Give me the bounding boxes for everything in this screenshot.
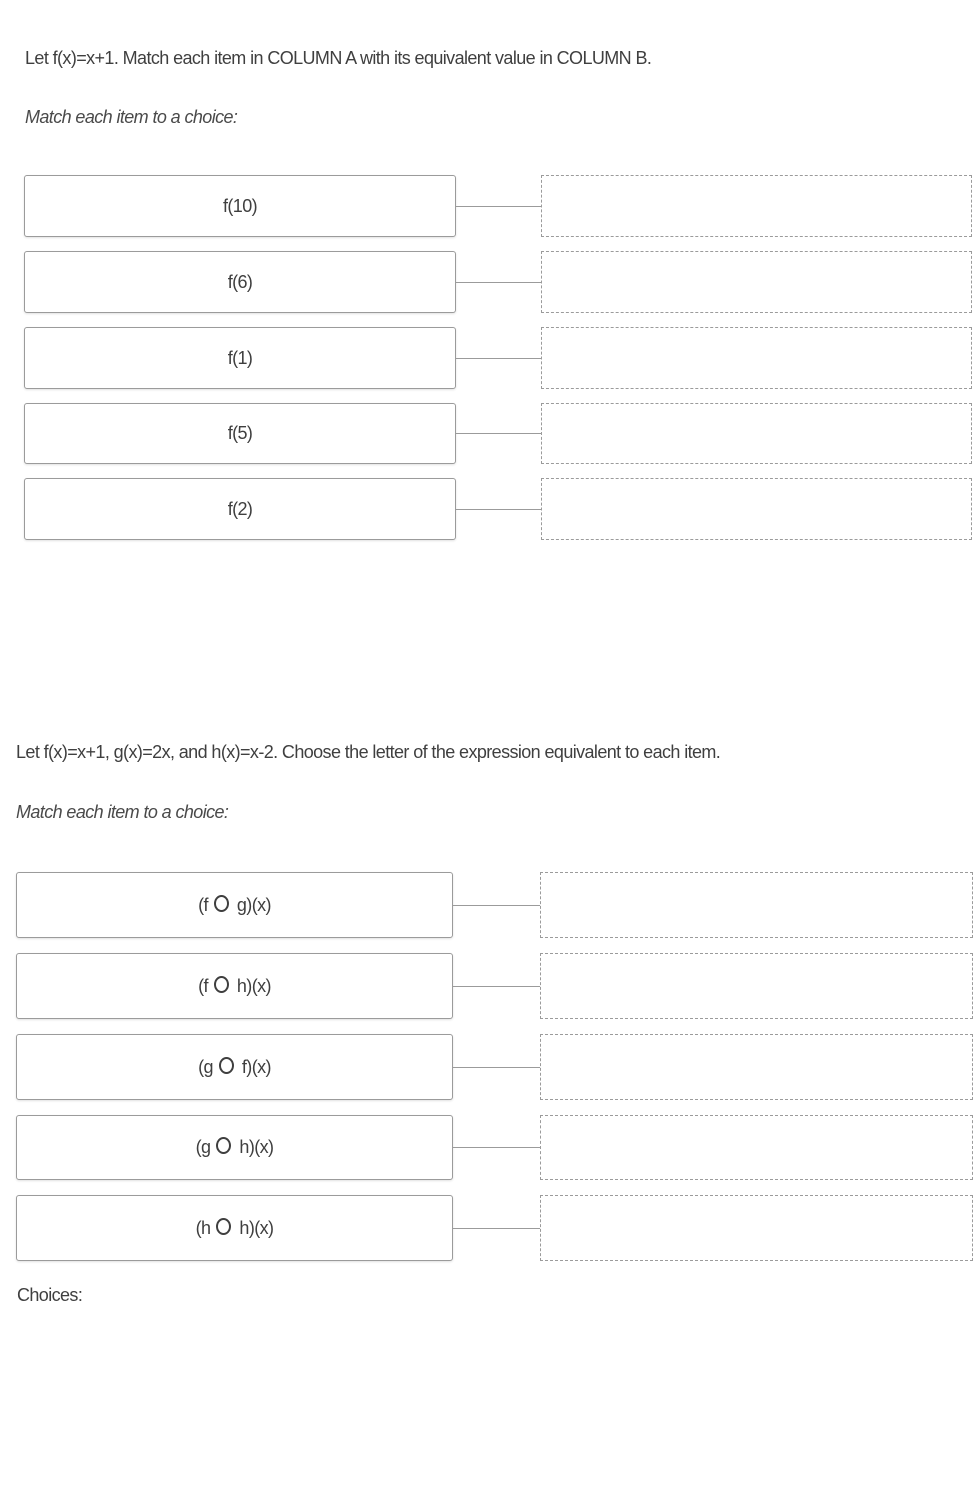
match-row — [0, 478, 975, 540]
match-prompt[interactable] — [24, 327, 456, 389]
match-prompt-label — [196, 1137, 274, 1158]
connector-line — [456, 358, 541, 359]
match-row — [0, 1115, 975, 1180]
answer-drop-zone[interactable] — [541, 175, 972, 237]
match-prompt-label: f(5) — [227, 423, 253, 443]
match-row — [0, 953, 975, 1019]
answer-drop-zone[interactable] — [540, 872, 973, 938]
answer-drop-zone[interactable] — [541, 251, 972, 313]
match-prompt[interactable] — [16, 1034, 453, 1100]
match-row — [0, 175, 975, 237]
match-prompt[interactable] — [24, 175, 456, 237]
function-right: f)(x) — [241, 1056, 271, 1077]
connector-line — [456, 206, 541, 207]
match-row — [0, 1034, 975, 1100]
function-right: h)(x) — [239, 1217, 274, 1238]
question-2-text: Let f(x)=x+1, g(x)=2x, and h(x)=x-2. Choose the letter of the expression equivalent to each item. — [16, 742, 721, 762]
match-row — [0, 872, 975, 938]
match-row — [0, 251, 975, 313]
answer-drop-zone[interactable] — [540, 953, 973, 1019]
match-prompt[interactable] — [16, 1195, 453, 1261]
choices-heading-clipped: Choices: — [17, 1285, 83, 1305]
match-prompt[interactable] — [16, 953, 453, 1019]
function-left: (f — [198, 975, 208, 996]
match-prompt-label — [196, 1218, 274, 1239]
function-left: (f — [198, 894, 208, 915]
function-right: g)(x) — [236, 894, 271, 915]
connector-line — [453, 1147, 540, 1148]
connector-line — [456, 433, 541, 434]
connector-line — [453, 986, 540, 987]
composition-circle-icon — [219, 1057, 234, 1074]
match-prompt[interactable] — [16, 872, 453, 938]
match-row — [0, 1195, 975, 1261]
answer-drop-zone[interactable] — [540, 1034, 973, 1100]
answer-drop-zone[interactable] — [541, 403, 972, 464]
connector-line — [453, 905, 540, 906]
answer-drop-zone[interactable] — [540, 1195, 973, 1261]
question-1-instruction: Match each item to a choice: — [25, 107, 238, 127]
match-prompt[interactable] — [24, 403, 456, 464]
question-1-text: Let f(x)=x+1. Match each item in COLUMN A with its equivalent value in COLUMN B. — [25, 48, 652, 68]
match-prompt[interactable] — [16, 1115, 453, 1180]
connector-line — [456, 509, 541, 510]
match-row — [0, 327, 975, 389]
composition-circle-icon — [216, 1218, 231, 1235]
match-prompt-label: f(2) — [227, 498, 253, 519]
answer-drop-zone[interactable] — [541, 327, 972, 389]
connector-line — [456, 282, 541, 283]
answer-drop-zone[interactable] — [540, 1115, 973, 1180]
match-prompt-label — [198, 976, 271, 997]
function-left: (h — [195, 1217, 211, 1238]
match-row — [0, 403, 975, 464]
function-left: (g — [195, 1137, 211, 1157]
function-right: h)(x) — [239, 1137, 274, 1157]
connector-line — [453, 1067, 540, 1068]
match-prompt-label: f(1) — [227, 347, 253, 368]
answer-drop-zone[interactable] — [541, 478, 972, 540]
match-prompt[interactable] — [24, 478, 456, 540]
match-prompt-label: f(10) — [222, 195, 257, 216]
function-right: h)(x) — [236, 975, 271, 996]
match-prompt[interactable] — [24, 251, 456, 313]
connector-line — [453, 1228, 540, 1229]
match-prompt-label — [198, 1057, 271, 1078]
composition-circle-icon — [216, 1137, 231, 1154]
composition-circle-icon — [214, 895, 229, 912]
question-2-instruction: Match each item to a choice: — [16, 802, 229, 822]
function-left: (g — [198, 1056, 213, 1077]
composition-circle-icon — [214, 976, 229, 993]
match-prompt-label — [198, 895, 271, 916]
match-prompt-label: f(6) — [227, 271, 253, 292]
